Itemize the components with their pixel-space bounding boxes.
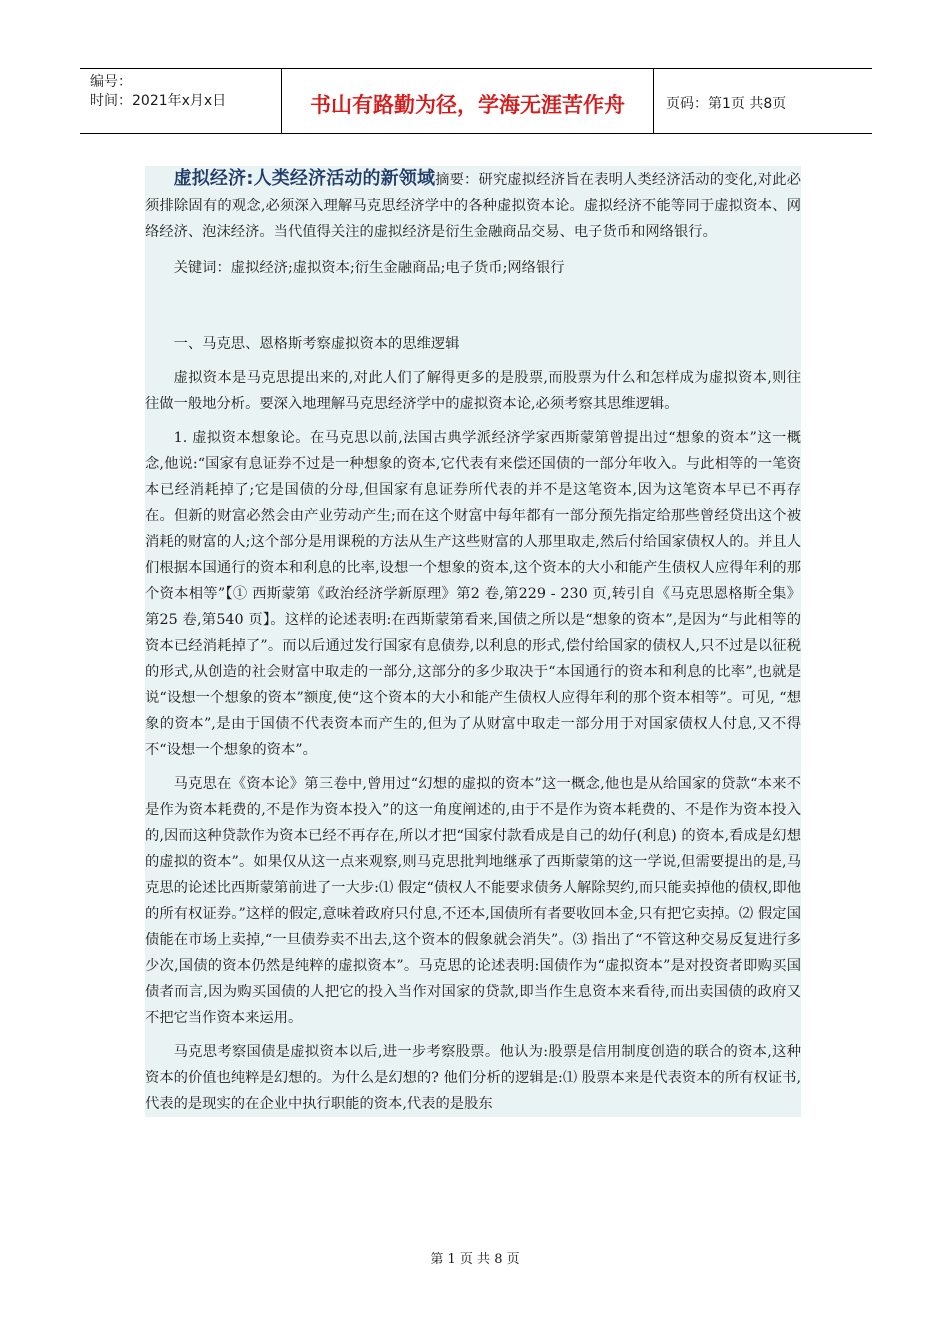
article-body <box>145 166 801 1117</box>
article-abstract: 摘要：研究虚拟经济旨在表明人类经济活动的变化,对此必须排除固有的观念,必须深入理解马克思经济学中的各种虚拟资本论。虚拟经济不能等同于虚拟资本、网络经济、泡沫经济。当代值得关注的虚拟经济是衍生金融商品交易、电子货币和网络银行。 <box>145 172 802 240</box>
header-meta <box>80 69 282 133</box>
paragraph-2: 1. 虚拟资本想象论。在马克思以前,法国古典学派经济学家西斯蒙第曾提出过“想象的资本”这一概念,他说:“国家有息证券不过是一种想象的资本,它代表有来偿还国债的一部分年收入。与此相等的一笔资本已经消耗掉了;它是国债的分母,但国家有息证券所代表的并不是这笔资本,因为这笔资本早已不再存在。但新的财富必然会由产业劳动产生;而在这个财富中每年都有一部分预先指定给那些曾经贷出这个被消耗的财富的人;这个部分是用课税的方法从生产这些财富的人那里取走,然后付给国家债权人的。并且人们根据本国通行的资本和利息的比率,设想一个想象的资本,这个资本的大小和能产生债权人应得年利的那个资本相等”【① 西斯蒙第《政治经济学新原理》第2 卷,第229 - 230 页,转引自《马克思恩格斯全集》第25 卷,第540 页】。这样的论述表明:在西斯蒙第看来,国债之所以是“想象的资本”,是因为“与此相等的资本已经消耗掉了”。而以后通过发行国家有息债券,以利息的形式,偿付给国家的债权人,只不过是以征税的形式,从创造的社会财富中取走的一部分,这部分的多少取决于“本国通行的资本和利息的比率”,也就是说“设想一个想象的资本”额度,使“这个资本的大小和能产生债权人应得年利的那个资本相等”。可见, “想象的资本”,是由于国债不代表资本而产生的,但为了从财富中取走一部分用于对国家债权人付息,又不得不“设想一个想象的资本”。 <box>145 430 801 758</box>
header-page-info: 页码：第1页 共8页 <box>666 96 787 112</box>
page-footer: 第 1 页 共 8 页 <box>430 1252 520 1267</box>
spacer <box>145 281 801 323</box>
section-heading: 一、马克思、恩格斯考察虚拟资本的思维逻辑 <box>173 336 460 352</box>
paragraph-1: 虚拟资本是马克思提出来的,对此人们了解得更多的是股票,而股票为什么和怎样成为虚拟资本,则往往做一般地分析。要深入地理解马克思经济学中的虚拟资本论,必须考察其思维逻辑。 <box>145 370 801 412</box>
document-time-label: 时间：2021年x月x日 <box>90 93 227 109</box>
title-abstract-paragraph <box>145 166 801 245</box>
header-motto: 书山有路勤为径，学海无涯苦作舟 <box>282 69 654 133</box>
article-keywords: 关键词：虚拟经济;虚拟资本;衍生金融商品;电子货币;网络银行 <box>173 260 565 276</box>
paragraph-3: 马克思在《资本论》第三卷中,曾用过“幻想的虚拟的资本”这一概念,他也是从给国家的贷款“本来不是作为资本耗费的,不是作为资本投入”的这一角度阐述的,由于不是作为资本耗费的、不是作为资本投入的,因而这种贷款作为资本已经不再存在,所以才把“国家付款看成是自己的幼仔(利息) 的资本,看成是幻想的虚拟的资本”。如果仅从这一点来观察,则马克思批判地继承了西斯蒙第的这一学说,但需要提出的是,马克思的论述比西斯蒙第前进了一大步:⑴ 假定“债权人不能要求债务人解除契约,而只能卖掉他的债权,即他的所有权证券。”这样的假定,意味着政府只付息,不还本,国债所有者要收回本金,只有把它卖掉。⑵ 假定国债能在市场上卖掉,“一旦债券卖不出去,这个资本的假象就会消失”。⑶ 指出了“不管这种交易反复进行多少次,国债的资本仍然是纯粹的虚拟资本”。马克思的论述表明:国债作为“虚拟资本”是对投资者即购买国债者而言,因为购买国债的人把它的投入当作对国家的贷款,即当作生息资本来看待,而出卖国债的政府又不把它当作资本来运用。 <box>145 776 801 1026</box>
document-number-label: 编号： <box>90 74 132 90</box>
page-header <box>80 68 872 134</box>
paragraph-4: 马克思考察国债是虚拟资本以后,进一步考察股票。他认为:股票是信用制度创造的联合的资本,这种资本的价值也纯粹是幻想的。为什么是幻想的? 他们分析的逻辑是:⑴ 股票本来是代表资本的所有权证书,代表的是现实的在企业中执行职能的资本,代表的是股东 <box>145 1044 801 1112</box>
article-title: 虚拟经济:人类经济活动的新领域 <box>173 168 436 189</box>
